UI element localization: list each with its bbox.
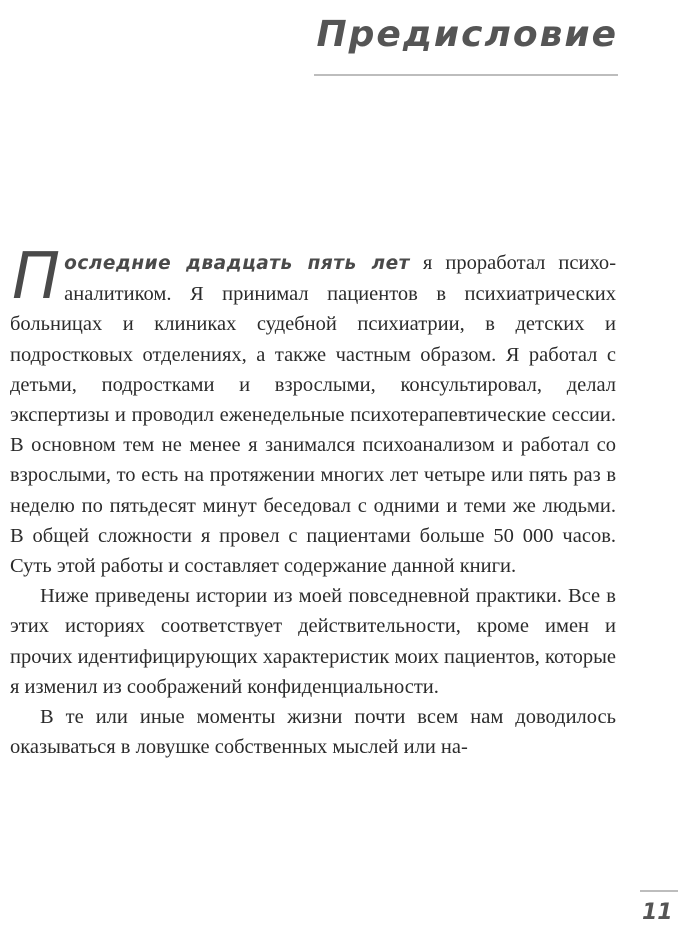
drop-cap: П [12, 240, 61, 314]
page-number: 11 [642, 900, 673, 925]
paragraph-1 [10, 240, 617, 581]
paragraph-3: В те или иные моменты жизни почти всем нам доводилось оказываться в ловушке собственных мыслей или на- [10, 706, 616, 759]
chapter-title: Предисловие [316, 14, 618, 55]
paragraph-2: Ниже приведены истории из моей повседневной практики. Все в этих историях соответствует действительности, кроме имен и прочих идентифицирующих характеристик моих пациентов, которые я изменил из соображений конфиденциальности. [10, 585, 616, 698]
paragraph-1-text: я проработал психоаналитиком. Я принимал пациентов в психиатрических больницах и клиниках судебной психиатрии, в детских и подростковых отделениях, а также частным образом. Я работал с детьми, подростками и взрослыми, консультировал, делал экспертизы и проводил еженедельные психотерапевтические сессии. В основном тем не менее я занимался психоанализом и работал со взрослыми, то есть на протяжении многих лет четыре или пять раз в неделю по пятьдесят минут беседовал с одними и теми же людьми. В общей сложности я провел с пациентами больше 50 000 часов. Суть этой работы и составляет содержание данной книги. [10, 252, 617, 578]
footer-rule [640, 890, 678, 892]
title-underline [314, 74, 618, 76]
lead-in: оследние двадцать пять лет [64, 253, 410, 274]
body-text [10, 240, 617, 762]
